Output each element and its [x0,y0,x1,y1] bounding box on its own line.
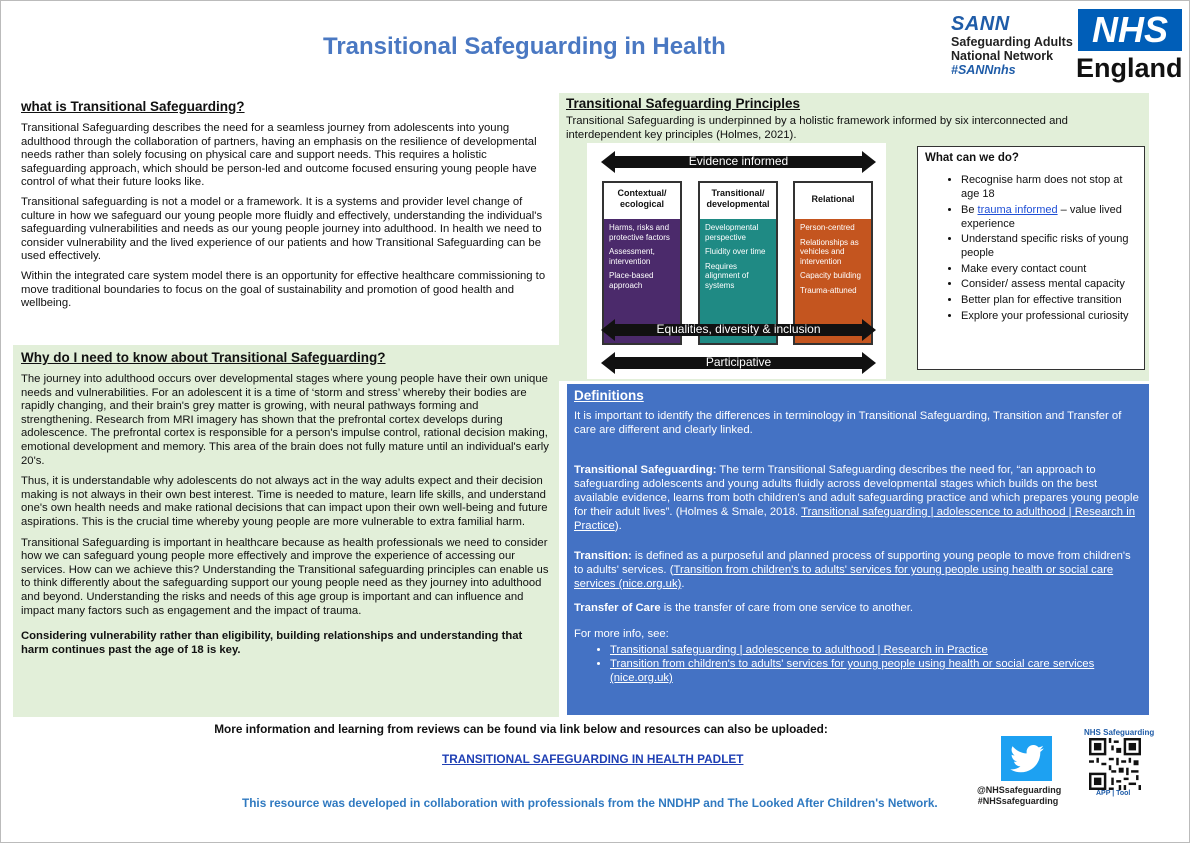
definition-text: is defined as a purposeful and planned process of supporting young people to move from children's to adults' services. ( [574,550,1131,576]
page-title: Transitional Safeguarding in Health [323,33,726,60]
transitional-item: Developmental perspective [705,223,759,242]
research-in-practice-link[interactable]: Transitional safeguarding | adolescence to adulthood | Research in Practice [574,506,1135,532]
what-is-paragraph-2: Transitional safeguarding is not a model or a framework. It is a systems and provider level change of culture in how we safeguard our young people more fluidly and effectively, understanding the individual's safeguarding vulnerabilities and needs as our young people journey into adulthood. In health we need to consider vulnerability and the lived experience of our patients and how Transitional Safeguarding can be used effectively. [21,195,543,263]
action-item: • Make every contact count [961,262,1137,276]
definition-end: ). [614,520,622,532]
twitter-handle [977,785,1062,807]
definition-term: Transfer of Care [574,602,661,614]
definition-transition [574,549,1142,591]
action-item: • Recognise harm does not stop at age 18 [961,173,1137,201]
relational-item: Capacity building [800,271,861,281]
definitions-heading: Definitions [574,388,644,403]
definition-end: . [681,578,685,590]
transitional-item: Fluidity over time [705,247,766,257]
twitter-hashtag-text: #NHSsafeguarding [977,796,1059,806]
trauma-informed-link[interactable]: trauma informed [977,203,1058,216]
sann-name: SANN [951,13,1010,35]
qr-caption: NHS Safeguarding [1084,728,1155,737]
equalities-arrow [601,319,876,341]
padlet-link[interactable]: TRANSITIONAL SAFEGUARDING IN HEALTH PADLET [442,752,744,766]
definition-text: is the transfer of care from one service to another. [660,602,914,614]
more-info-label: For more info, see: [574,628,669,640]
more-info-item [610,643,1142,657]
what-can-we-do-heading: What can we do? [925,152,1019,164]
action-item-trauma-informed [961,203,1137,231]
sann-line-1: Safeguarding Adults [951,35,1073,49]
definitions-intro: It is important to identify the differences in terminology in Transitional Safeguarding, Transition and Transfer of care are different and clearly linked. [574,410,1122,436]
footer-info: More information and learning from reviews can be found via link below and resources can also be uploaded: [214,722,828,736]
definitions-panel [567,384,1149,715]
contextual-item: Assessment, intervention [609,247,655,266]
more-info-item [610,657,1142,685]
action-item: • Understand specific risks of young people [961,232,1137,260]
principles-panel [559,93,1149,381]
what-can-we-do-box [917,146,1145,370]
nice-link[interactable]: Transition from children's to adults' services for young people using health or social care services (nice.org.uk) [574,564,1114,590]
definition-term: Transition: [574,550,632,562]
qr-subcaption: APP | Tool [1096,790,1131,797]
what-can-we-do-list [925,173,1137,323]
twitter-bird-icon [1010,745,1044,773]
what-is-paragraph-1: Transitional Safeguarding describes the need for a seamless journey from adolescents into young adulthood through the collaboration of partners, having an emphasis on the resilience of developmental needs rather than solely focusing on physical care and support needs. This requires a holistic safeguarding approach, which should be person-led and outcome focused ensuring young people have control of what their future looks like. [21,122,537,189]
transitional-title: Transitional/ developmental [706,188,770,209]
definition-text: The term Transitional Safeguarding describes the need for, “an approach to safeguarding adolescents and young adults fluidly across developmental stages which builds on the best available evidence, learns from both children's and adult safeguarding practice and which prepares young people for their adult lives”. (Holmes & Smale, 2018. [574,464,1139,518]
what-is-panel [15,93,559,343]
relational-item: Trauma-attuned [800,285,857,295]
why-paragraph-1: The journey into adulthood occurs over developmental stages where young people have their own unique needs and vulnerabilities. For an adolescent it is a time of ‘storm and stress’ whereby their bodies are rapidly changing, and their brain's grey matter is growing, with neural pathways forming and strengthening. Research from MRI imagery has shown that the prefrontal cortex develops during adolescence. The prefrontal cortex is responsible for a person's impulse control, rational decision making, emotional development and memory. This area of the brain does not fully mature until an individual's early 20's. [21,373,549,467]
qr-code-icon[interactable] [1089,738,1141,790]
twitter-handle-text: @NHSsafeguarding [977,785,1062,795]
sann-logo [951,13,1073,77]
nhs-region: England [1076,53,1183,83]
what-is-paragraph-3: Within the integrated care system model there is an opportunity for effective healthcare commissioning to move traditional boundaries to focus on the goal of sustainability and promotion of good health and wellbeing. [21,269,546,310]
relational-title: Relational [811,194,855,204]
participative-label: Participative [705,355,772,369]
why-paragraph-3: Transitional Safeguarding is important in healthcare because as health professionals we need to consider how we can safeguard young people more effectively and improve the experience of accessing our services. How can we achieve this? Understanding the Transitional safeguarding principles can enable us to think differently about the safeguarding support our young people need as they journey into adulthood and beyond. Understanding the risks and needs of this age group is important and can influence and impact many factors such as engagement and the impact of trauma. [21,536,549,617]
contextual-item: Place-based approach [609,271,654,290]
why-heading: Why do I need to know about Transitional Safeguarding? [21,350,386,365]
evidence-informed-arrow [601,151,876,173]
participative-arrow [601,352,876,374]
action-prefix: Be [961,203,978,216]
action-item: • Consider/ assess mental capacity [961,277,1137,291]
contextual-title: Contextual/ ecological [617,188,667,209]
action-item: • Better plan for effective transition [961,293,1137,307]
more-info-list [574,643,1142,685]
action-suffix: – value lived experience [961,203,1122,230]
relational-item: Relationships as vehicles and intervention [800,237,859,266]
more-info-link-research-in-practice[interactable]: Transitional safeguarding | adolescence to adulthood | Research in Practice [610,644,988,656]
transitional-item: Requires alignment of systems [705,261,749,290]
evidence-informed-label: Evidence informed [688,154,789,168]
what-is-heading: what is Transitional Safeguarding? [21,99,245,114]
sann-hashtag: #SANNnhs [951,63,1016,77]
principles-intro: Transitional Safeguarding is underpinned by a holistic framework informed by six interconnected and interdependent key principles (Holmes, 2021). [566,115,1068,141]
sann-line-2: National Network [951,49,1054,63]
why-key-message: Considering vulnerability rather than eligibility, building relationships and understanding that harm continues past the age of 18 is key. [21,630,523,656]
twitter-icon[interactable] [1001,736,1052,781]
definition-term: Transitional Safeguarding: [574,464,717,476]
equalities-label: Equalities, diversity & inclusion [656,322,821,336]
why-panel [13,345,559,717]
principles-diagram [587,143,886,379]
contextual-item: Harms, risks and protective factors [609,223,670,242]
why-paragraph-2: Thus, it is understandable why adolescents do not always act in the way adults expect and their decision making is not always in their own best interest. Time is needed to mature, learn life skills, and understand one's own health needs and make rational decisions that can impact upon their own well-being and future aspirations. This is the crucial time whereby young people are more vulnerable to extra familial harm. [21,475,548,528]
definition-transitional-safeguarding [574,463,1142,533]
definition-transfer-of-care [574,601,1142,615]
action-item: • Explore your professional curiosity [961,309,1137,323]
more-info-link-nice[interactable]: Transition from children's to adults' services for young people using health or social care services (nice.org.uk) [610,658,1095,684]
nhs-logo: NHS [1078,9,1182,51]
principles-heading: Transitional Safeguarding Principles [566,96,801,111]
relational-item: Person-centred [800,223,855,232]
collaboration-note: This resource was developed in collaboration with professionals from the NNDHP and The Looked After Children's Network. [242,796,938,810]
